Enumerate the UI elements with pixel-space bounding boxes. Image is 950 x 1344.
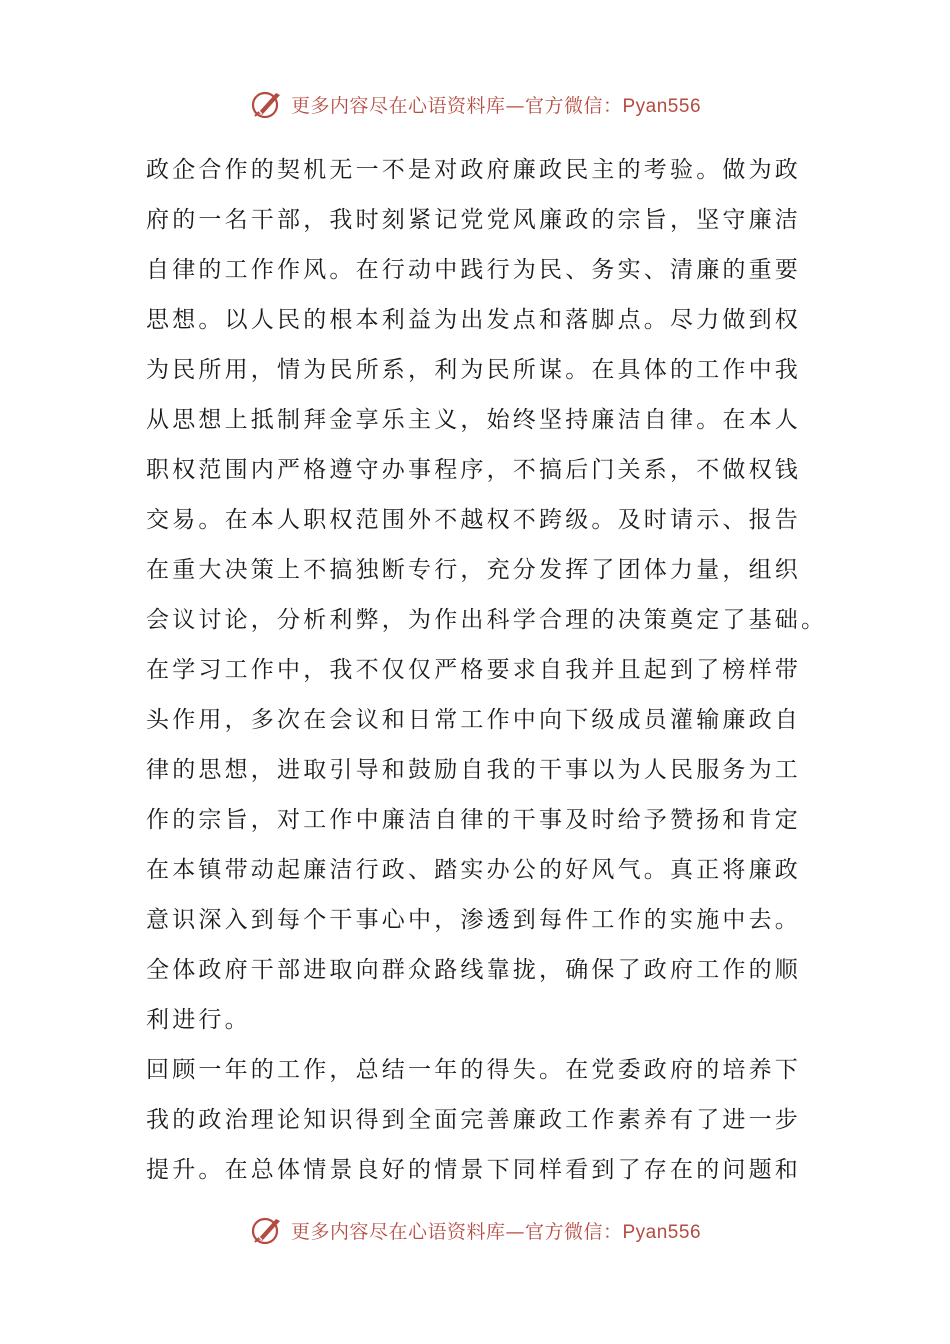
document-body bbox=[146, 145, 828, 1195]
body-line: 利进行。 bbox=[146, 1007, 251, 1033]
body-line: 意识深入到每个干事心中，渗透到每件工作的实施中去。 bbox=[146, 907, 801, 933]
body-line: 作的宗旨，对工作中廉洁自律的干事及时给予赞扬和肯定 bbox=[146, 807, 801, 833]
body-line: 会议讨论，分析利弊，为作出科学合理的决策奠定了基础。 bbox=[146, 607, 828, 633]
body-line: 从思想上抵制拜金享乐主义，始终坚持廉洁自律。在本人 bbox=[146, 407, 801, 433]
header-banner-title: 更多内容尽在心语资料库— bbox=[290, 94, 525, 117]
footer-banner-wechat: 官方微信：Pyan556 bbox=[525, 1221, 702, 1243]
body-line: 职权范围内严格遵守办事程序，不搞后门关系，不做权钱 bbox=[146, 457, 801, 483]
body-line: 回顾一年的工作，总结一年的得失。在党委政府的培养下 bbox=[146, 1057, 801, 1083]
pen-circle-logo-icon bbox=[249, 1212, 285, 1248]
body-line: 为民所用，情为民所系，利为民所谋。在具体的工作中我 bbox=[146, 357, 801, 383]
body-line: 自律的工作作风。在行动中践行为民、务实、清廉的重要 bbox=[146, 257, 801, 283]
header-banner-text bbox=[291, 91, 701, 118]
body-line: 交易。在本人职权范围外不越权不跨级。及时请示、报告 bbox=[146, 507, 801, 533]
body-line: 全体政府干部进取向群众路线靠拢，确保了政府工作的顺 bbox=[146, 957, 801, 983]
body-line: 在学习工作中，我不仅仅严格要求自我并且起到了榜样带 bbox=[146, 657, 801, 683]
body-line: 律的思想，进取引导和鼓励自我的干事以为人民服务为工 bbox=[146, 757, 801, 783]
pen-circle-logo-icon bbox=[249, 86, 285, 122]
body-line: 思想。以人民的根本利益为出发点和落脚点。尽力做到权 bbox=[146, 307, 801, 333]
body-line: 政企合作的契机无一不是对政府廉政民主的考验。做为政 bbox=[146, 157, 801, 183]
body-line: 府的一名干部，我时刻紧记党党风廉政的宗旨，坚守廉洁 bbox=[146, 207, 801, 233]
body-line: 提升。在总体情景良好的情景下同样看到了存在的问题和 bbox=[146, 1157, 801, 1183]
body-line: 在重大决策上不搞独断专行，充分发挥了团体力量，组织 bbox=[146, 557, 801, 583]
footer-banner-text bbox=[291, 1217, 701, 1244]
body-line: 在本镇带动起廉洁行政、踏实办公的好风气。真正将廉政 bbox=[146, 857, 801, 883]
header-banner bbox=[0, 84, 950, 124]
body-line: 我的政治理论知识得到全面完善廉政工作素养有了进一步 bbox=[146, 1107, 801, 1133]
body-line: 头作用，多次在会议和日常工作中向下级成员灌输廉政自 bbox=[146, 707, 801, 733]
header-banner-wechat: 官方微信：Pyan556 bbox=[525, 95, 702, 117]
footer-banner bbox=[0, 1210, 950, 1250]
footer-banner-title: 更多内容尽在心语资料库— bbox=[290, 1220, 525, 1243]
